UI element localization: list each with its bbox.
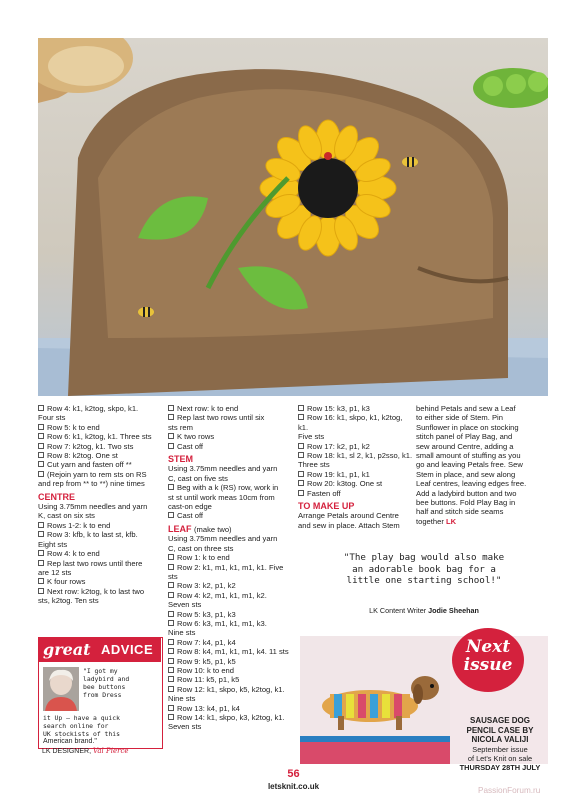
checkbox-icon[interactable] <box>298 443 304 449</box>
checkbox-icon[interactable] <box>168 592 174 598</box>
hero-photo <box>38 38 548 396</box>
pattern-row: Row 20: k3tog. One st <box>298 479 414 488</box>
pattern-column-3 <box>298 404 414 530</box>
checkbox-icon[interactable] <box>38 531 44 537</box>
knitted-play-bag-illustration <box>38 38 548 396</box>
checkbox-icon[interactable] <box>168 414 174 420</box>
checkbox-icon[interactable] <box>298 471 304 477</box>
pattern-text: are 12 sts <box>38 567 72 577</box>
advice-word-label: ADVICE <box>101 642 154 657</box>
checkbox-icon[interactable] <box>298 490 304 496</box>
checkbox-icon[interactable] <box>168 554 174 560</box>
pattern-column-4 <box>416 404 548 526</box>
pattern-text: stitch panel of Play Bag, and <box>416 432 513 442</box>
pattern-row: Row 1: k to end <box>168 553 294 562</box>
sausage-dog-photo <box>300 636 450 764</box>
watermark: PassionForum.ru <box>478 786 541 795</box>
pattern-row: Row 5: k3, p1, k3 <box>168 610 294 619</box>
checkbox-icon[interactable] <box>168 705 174 711</box>
pattern-text: Leaf centres, leaving edges free. <box>416 479 527 489</box>
checkbox-icon[interactable] <box>298 452 304 458</box>
pattern-text: Four sts <box>38 413 66 423</box>
pattern-row: Row 7: k2tog, k1. Two sts <box>38 442 166 451</box>
next-issue-info: September issue of Let's Knit on sale THURSDAY 28TH JULY <box>459 745 541 773</box>
checkbox-icon[interactable] <box>298 414 304 420</box>
pattern-text: Eight sts <box>38 539 68 549</box>
pattern-row: Row 5: k to end <box>38 423 166 432</box>
pattern-text: Seven sts <box>168 600 202 610</box>
advice-header <box>39 638 161 662</box>
checkbox-icon[interactable] <box>38 578 44 584</box>
checkbox-icon[interactable] <box>38 461 44 467</box>
pattern-text: Stem in place, and sew along <box>416 469 516 479</box>
pattern-row: K four rows <box>38 577 166 586</box>
checkbox-icon[interactable] <box>168 648 174 654</box>
pattern-text: K, cast on six sts <box>38 511 95 521</box>
checkbox-icon[interactable] <box>298 405 304 411</box>
pattern-text: Nine sts <box>168 628 196 638</box>
pattern-row: Cast off <box>168 442 294 451</box>
pattern-row: Row 17: k2, p1, k2 <box>298 442 414 451</box>
pattern-row: Row 19: k1, p1, k1 <box>298 470 414 479</box>
checkbox-icon[interactable] <box>38 405 44 411</box>
pattern-row: Row 2: k1, m1, k1, m1, k1. Five sts <box>168 562 284 581</box>
checkbox-icon[interactable] <box>168 564 174 570</box>
page-number: 56 <box>287 768 300 780</box>
checkbox-icon[interactable] <box>298 480 304 486</box>
pattern-text: and rep from ** to **) nine times <box>38 479 145 489</box>
pattern-row: Row 9: k5, p1, k5 <box>168 657 294 666</box>
pattern-text: Add a ladybird button and two <box>416 488 517 498</box>
checkbox-icon[interactable] <box>38 471 44 477</box>
pattern-row: Row 4: k1, k2tog, skpo, k1. <box>38 404 166 413</box>
pattern-row: Fasten off <box>298 489 414 498</box>
pattern-row: Row 10: k to end <box>168 666 294 675</box>
pattern-text: and sew in place. Attach Stem <box>298 520 400 530</box>
pattern-text: Sunflower in place on stocking <box>416 422 519 432</box>
checkbox-icon[interactable] <box>38 588 44 594</box>
designer-photo <box>43 667 79 711</box>
advice-quote-top: "I got my ladybird and bee buttons from Dress <box>83 667 130 699</box>
great-advice-box <box>38 637 163 749</box>
checkbox-icon[interactable] <box>168 512 174 518</box>
next-issue-badge <box>452 628 524 692</box>
pattern-row: Row 3: kfb, k to last st, kfb. <box>38 530 166 539</box>
checkbox-icon[interactable] <box>168 405 174 411</box>
pattern-row: Row 4: k2, m1, k1, m1, k2. <box>168 591 294 600</box>
pattern-row: Row 15: k3, p1, k3 <box>298 404 414 413</box>
pattern-row: Next row: k to end <box>168 404 294 413</box>
badge-text: Next issue <box>463 637 513 675</box>
pattern-row: Cast off <box>168 511 294 520</box>
checkbox-icon[interactable] <box>38 424 44 430</box>
pattern-row: Cut yarn and fasten off ** <box>38 460 166 469</box>
pattern-row: Row 18: k1, sl 2, k1, p2sso, k1. <box>298 451 414 460</box>
pattern-row: Row 13: k4, p1, k4 <box>168 704 294 713</box>
pattern-row: Row 8: k2tog. One st <box>38 451 166 460</box>
next-issue-title: SAUSAGE DOG PENCIL CASE BY NICOLA VALIJI <box>466 716 534 745</box>
pattern-row: Beg with a k (RS) row, work in <box>168 483 294 492</box>
pattern-text: sts rem <box>168 422 193 432</box>
pattern-row: Row 6: k3, m1, k1, m1, k3. <box>168 619 294 628</box>
checkbox-icon[interactable] <box>168 620 174 626</box>
checkbox-icon[interactable] <box>168 676 174 682</box>
checkbox-icon[interactable] <box>38 452 44 458</box>
checkbox-icon[interactable] <box>168 433 174 439</box>
section-heading-stem: STEM <box>168 454 194 465</box>
pull-quote-credit: LK Content Writer Jodie Sheehan <box>369 606 479 615</box>
pattern-text: Using 3.75mm needles and yarn <box>168 534 278 544</box>
checkbox-icon[interactable] <box>168 611 174 617</box>
checkbox-icon[interactable] <box>168 443 174 449</box>
pattern-text: together LK <box>416 516 457 526</box>
pattern-text: Using 3.75mm needles and yarn <box>38 502 148 512</box>
pattern-row: Row 6: k1, k2tog, k1. Three sts <box>38 432 166 441</box>
pattern-row: Row 11: k5, p1, k5 <box>168 675 294 684</box>
pattern-text: sts, k2tog. Ten sts <box>38 596 99 606</box>
pattern-text: small amount of stuffing as you <box>416 451 521 461</box>
pattern-row: K two rows <box>168 432 294 441</box>
pattern-text: Five sts <box>298 432 325 442</box>
checkbox-icon[interactable] <box>168 484 174 490</box>
pattern-text: sew around Centre, adding a <box>416 441 514 451</box>
pattern-text: Arrange Petals around Centre <box>298 511 399 521</box>
pattern-row: Row 4: k to end <box>38 549 166 558</box>
checkbox-icon[interactable] <box>168 639 174 645</box>
checkbox-icon[interactable] <box>168 686 174 692</box>
advice-great-label: great <box>43 640 91 659</box>
pattern-row: Row 12: k1, skpo, k5, k2tog, k1. <box>168 685 294 694</box>
advice-designer-credit: LK DESIGNER, Val Pierce <box>42 747 129 755</box>
pattern-text: C, cast on five sts <box>168 473 228 483</box>
section-heading-leaf: LEAF (make two) <box>168 523 232 534</box>
pattern-row: (Rejoin yarn to rem sts on RS <box>38 470 166 479</box>
pattern-row: Row 8: k4, m1, k1, m1, k4. 11 sts <box>168 647 294 656</box>
section-heading-centre: CENTRE <box>38 491 76 502</box>
pattern-text: cast-on edge <box>168 502 212 512</box>
checkbox-icon[interactable] <box>38 433 44 439</box>
pattern-column-1 <box>38 404 166 606</box>
advice-quote-bottom: it Up – have a quick search online for UK stockists of this <box>43 714 120 738</box>
advice-credit: American brand." <box>43 738 97 745</box>
pattern-row: Row 3: k2, p1, k2 <box>168 581 294 590</box>
site-link[interactable]: letsknit.co.uk <box>267 782 320 791</box>
pattern-text: Nine sts <box>168 694 196 704</box>
checkbox-icon[interactable] <box>38 550 44 556</box>
checkbox-icon[interactable] <box>38 522 44 528</box>
pattern-text: Three sts <box>298 460 330 470</box>
pattern-text: st st until work meas 10cm from <box>168 492 275 502</box>
checkbox-icon[interactable] <box>38 443 44 449</box>
pull-quote: "The play bag would also make an adorable book bag for a little one starting school!" <box>343 552 505 586</box>
pattern-row: Rep last two rows until six <box>168 413 294 422</box>
pattern-text: go and leaving Petals free. Sew <box>416 460 523 470</box>
lk-signoff: LK <box>446 516 457 526</box>
pattern-text: behind Petals and sew a Leaf <box>416 404 516 413</box>
pattern-row: Rows 1-2: k to end <box>38 521 166 530</box>
checkbox-icon[interactable] <box>168 667 174 673</box>
pattern-row: Row 14: k1, skpo, k3, k2tog, k1. <box>168 713 294 722</box>
pattern-text: Seven sts <box>168 722 202 732</box>
pattern-row: Row 16: k1, skpo, k1, k2tog, k1. <box>298 413 403 432</box>
pattern-row: Rep last two rows until there <box>38 559 166 568</box>
checkbox-icon[interactable] <box>168 658 174 664</box>
pattern-text: bee buttons. Fold Play Bag in <box>416 498 516 508</box>
pattern-text: to either side of Stem. Pin <box>416 413 503 423</box>
pattern-column-2 <box>168 404 294 732</box>
checkbox-icon[interactable] <box>168 582 174 588</box>
section-heading-make-up: TO MAKE UP <box>298 501 355 512</box>
pattern-text: Using 3.75mm needles and yarn <box>168 464 278 474</box>
pattern-text: half and stitch side seams <box>416 507 504 517</box>
pattern-row: Next row: k2tog, k to last two <box>38 587 166 596</box>
checkbox-icon[interactable] <box>38 560 44 566</box>
pattern-row: Row 7: k4, p1, k4 <box>168 638 294 647</box>
pattern-text: C, cast on three sts <box>168 543 234 553</box>
checkbox-icon[interactable] <box>168 714 174 720</box>
